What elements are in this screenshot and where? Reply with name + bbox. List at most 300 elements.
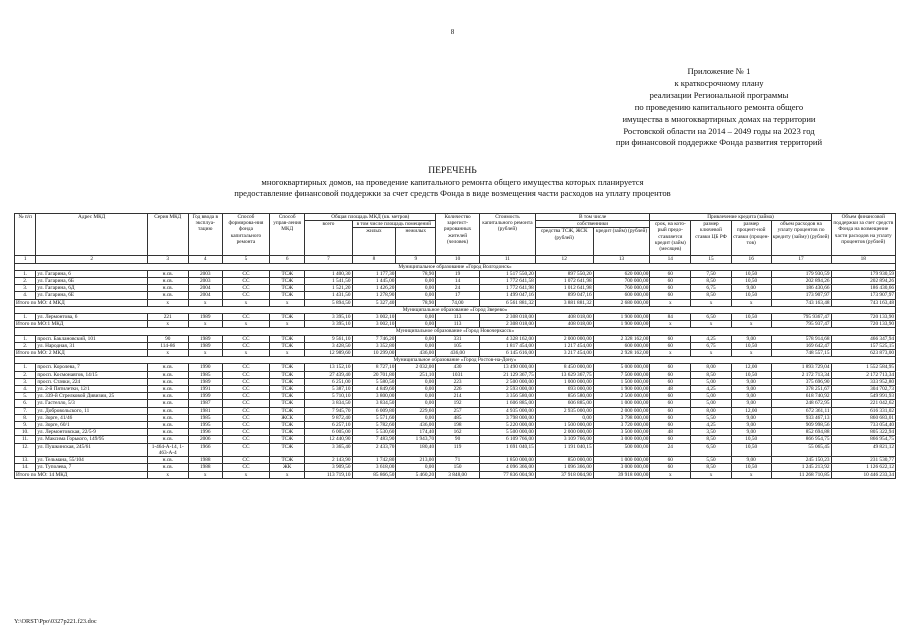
table-cell: 251,10: [396, 371, 436, 378]
table-cell: н.св.: [147, 278, 188, 285]
table-cell: ТСЖ: [270, 342, 305, 349]
table-cell: 9,00: [731, 414, 771, 421]
total-cell: 74,00: [436, 299, 480, 306]
index-cell: 10: [436, 256, 480, 263]
table-cell: 7 500 000,00: [593, 371, 650, 378]
total-cell: 436,00: [436, 350, 480, 357]
header-cell: срок, на кото-рый предо-ставляется кредит (займ) (месяцев): [650, 221, 691, 256]
table-cell: 1 521,20: [305, 285, 352, 292]
table-cell: 1988: [188, 457, 222, 464]
table-cell: 1.: [15, 364, 36, 371]
table-cell: 6.: [15, 400, 36, 407]
table-cell: 202 894,26: [831, 278, 895, 285]
table-cell: 157 525,15: [831, 342, 895, 349]
table-cell: 60: [650, 407, 691, 414]
table-cell: ТСЖ: [270, 429, 305, 436]
total-cell: 39 918 000,00: [593, 471, 650, 478]
index-cell: 17: [771, 256, 831, 263]
table-row: [15, 278, 896, 285]
table-cell: 5 571,60: [352, 414, 396, 421]
table-cell: 1 900 000,00: [593, 386, 650, 393]
table-cell: 3 798 000,00: [593, 414, 650, 421]
index-cell: 2: [36, 256, 147, 263]
municipality-row: [15, 357, 896, 364]
header-cell: размер процент-ной ставки (процен-тов): [731, 221, 771, 256]
table-cell: 48: [650, 429, 691, 436]
table-cell: 1 245 213,92: [771, 464, 831, 471]
table-cell: 720 133,90: [831, 314, 895, 321]
total-cell: х: [650, 350, 691, 357]
total-cell: х: [188, 321, 222, 328]
table-cell: 700 000,00: [593, 278, 650, 285]
table-cell: 1 900 000,00: [593, 314, 650, 321]
table-cell: 60: [650, 364, 691, 371]
table-cell: н.св.: [147, 270, 188, 277]
table-row: [15, 457, 896, 464]
table-cell: 4 935 000,00: [480, 407, 536, 414]
table-cell: СС: [222, 314, 269, 321]
table-cell: ТСЖ: [270, 270, 305, 277]
table-cell: 49 821,12: [831, 443, 895, 456]
table-cell: 1-464-А-14, 1-463-А-4: [147, 443, 188, 456]
table-cell: 60: [650, 393, 691, 400]
table-cell: 20 701,80: [352, 371, 396, 378]
table-cell: 186 430,66: [831, 285, 895, 292]
index-cell: 13: [593, 256, 650, 263]
index-cell: 11: [480, 256, 536, 263]
table-cell: ул. Гагарина, 6: [36, 270, 147, 277]
table-cell: 162: [436, 429, 480, 436]
table-cell: 1 278,90: [352, 292, 396, 299]
total-cell: 12 989,60: [305, 350, 352, 357]
table-cell: 1 500 000,00: [593, 378, 650, 385]
table-cell: 1989: [188, 335, 222, 342]
table-cell: ТСЖ: [270, 285, 305, 292]
table-cell: 1 499 047,16: [480, 292, 536, 299]
table-cell: 1991: [188, 386, 222, 393]
table-cell: 3 834,50: [352, 400, 396, 407]
table-cell: 5 500 000,00: [480, 429, 536, 436]
table-cell: 3 500 000,00: [593, 429, 650, 436]
table-row: [15, 393, 896, 400]
total-cell: х: [731, 350, 771, 357]
table-cell: ул. Тельмана, 55/104: [36, 457, 147, 464]
table-cell: 2 593 000,00: [480, 386, 536, 393]
total-cell: 37 918 004,90: [535, 471, 593, 478]
index-cell: 4: [188, 256, 222, 263]
table-cell: 90: [147, 335, 188, 342]
table-cell: 1 191 040,15: [535, 443, 593, 456]
table-cell: 1 000 000,00: [593, 400, 650, 407]
table-cell: 8,50: [691, 292, 732, 299]
table-cell: 12 440,90: [305, 436, 352, 443]
table-cell: 60: [650, 457, 691, 464]
table-cell: 1 096 366,00: [535, 464, 593, 471]
index-cell: 12: [535, 256, 593, 263]
table-cell: 1 445,00: [352, 278, 396, 285]
appendix-line: по проведению капитального ремонта общего: [634, 101, 804, 112]
table-cell: ул. Зорге, 60/1: [36, 422, 147, 429]
table-cell: 9,00: [731, 400, 771, 407]
table-cell: 1 517 550,20: [480, 270, 536, 277]
table-cell: 1 426,20: [352, 285, 396, 292]
table-cell: 606 885,00: [535, 400, 593, 407]
table-cell: 1 217 454,00: [535, 342, 593, 349]
table-cell: ул. Добровольского, 11: [36, 407, 147, 414]
table-cell: ул. Лермонтова, 6: [36, 314, 147, 321]
table-cell: 430: [436, 364, 480, 371]
table-cell: 10,50: [731, 371, 771, 378]
table-cell: 6,75: [691, 285, 732, 292]
table-cell: н.св.: [147, 457, 188, 464]
table-cell: 1 012 641,98: [535, 285, 593, 292]
table-cell: 8,50: [691, 464, 732, 471]
table-cell: 1981: [188, 407, 222, 414]
total-cell: 0,00: [396, 321, 436, 328]
table-cell: ул. Гагарина, 6Б: [36, 278, 147, 285]
table-cell: 10,50: [731, 270, 771, 277]
table-cell: 3 395,10: [305, 314, 352, 321]
table-cell: 5 580,50: [352, 378, 396, 385]
total-cell: 113: [436, 321, 480, 328]
header-cell: Количество зарегист-рированных жителей (человек): [436, 214, 480, 256]
table-cell: СС: [222, 422, 269, 429]
total-cell: х: [270, 299, 305, 306]
table-cell: н.св.: [147, 292, 188, 299]
total-cell: 3 881 881,32: [535, 299, 593, 306]
header-cell: средства ТСЖ, ЖСК (рублей): [535, 228, 593, 256]
table-cell: ул. Народная, 31: [36, 342, 147, 349]
total-cell: 3 395,10: [305, 321, 352, 328]
total-cell: х: [691, 471, 732, 478]
table-cell: 173 907,97: [771, 292, 831, 299]
table-cell: 226: [436, 386, 480, 393]
table-cell: 7,50: [691, 270, 732, 277]
table-cell: 105: [436, 342, 480, 349]
table-row: [15, 386, 896, 393]
header-cell: в том числе площадь помещений: [352, 221, 436, 228]
table-cell: 2 433,70: [352, 443, 396, 456]
header-cell: Способ формирова-ния фонда капитального ремонта: [222, 214, 269, 256]
table-cell: 4,25: [691, 335, 732, 342]
total-cell: х: [222, 350, 269, 357]
table-cell: 5,50: [691, 414, 732, 421]
table-cell: 8,00: [691, 407, 732, 414]
table-index-row: [15, 256, 896, 263]
table-cell: 60: [650, 422, 691, 429]
table-cell: 19: [436, 270, 480, 277]
table-cell: 60: [650, 378, 691, 385]
table-cell: 5,00: [691, 400, 732, 407]
table-cell: 1 742,80: [352, 457, 396, 464]
table-cell: 10,50: [731, 436, 771, 443]
table-cell: 9 561,10: [305, 335, 352, 342]
total-cell: 113 719,10: [305, 471, 352, 478]
table-cell: 616 331,02: [831, 407, 895, 414]
header-cell: всего: [305, 221, 352, 256]
table-cell: 223: [436, 378, 480, 385]
total-cell: х: [147, 299, 188, 306]
table-cell: 8,50: [691, 371, 732, 378]
table-cell: 13 629 367,75: [535, 371, 593, 378]
table-cell: 5 782,60: [352, 422, 396, 429]
table-cell: 13.: [15, 457, 36, 464]
total-row: [15, 471, 896, 478]
table-cell: 8 450 000,00: [535, 364, 593, 371]
table-cell: 13 490 000,00: [480, 364, 536, 371]
table-cell: 1.: [15, 270, 36, 277]
table-cell: 60: [650, 335, 691, 342]
table-cell: 10,50: [731, 443, 771, 456]
table-cell: 5,00: [691, 393, 732, 400]
table-cell: 6 009,80: [352, 407, 396, 414]
table-cell: 221: [147, 314, 188, 321]
table-cell: 408 018,00: [535, 314, 593, 321]
total-cell: х: [270, 321, 305, 328]
index-cell: 3: [147, 256, 188, 263]
table-cell: 179 930,59: [771, 270, 831, 277]
table-cell: 8 727,10: [352, 364, 396, 371]
table-cell: 1987: [188, 400, 222, 407]
table-cell: СС: [222, 414, 269, 421]
municipality-row: [15, 328, 896, 335]
table-cell: СС: [222, 407, 269, 414]
total-cell: 85 866,50: [352, 471, 396, 478]
table-cell: 60: [650, 400, 691, 407]
table-cell: 245 150,23: [771, 457, 831, 464]
index-cell: 6: [270, 256, 305, 263]
header-cell: объем расходов на уплату процентов по кредиту (займу) (рублей): [771, 221, 831, 256]
table-cell: 14: [436, 278, 480, 285]
municipality-name: Муниципальное образование «Город Волгодонск»: [15, 263, 896, 270]
table-cell: 12,00: [731, 407, 771, 414]
total-cell: х: [222, 299, 269, 306]
table-cell: 9 872,40: [305, 414, 352, 421]
table-cell: ул. Зорге, 41/46: [36, 414, 147, 421]
table-cell: н.св.: [147, 285, 188, 292]
table-cell: 0,00: [396, 393, 436, 400]
total-cell: 10 446 233,34: [831, 471, 895, 478]
table-cell: 852 694,88: [771, 429, 831, 436]
table-cell: СС: [222, 270, 269, 277]
table-cell: 1 126 622,12: [831, 464, 895, 471]
table-cell: 600 000,00: [593, 342, 650, 349]
table-cell: 1 431,50: [305, 292, 352, 299]
table-cell: 933 467,13: [771, 414, 831, 421]
total-cell: 748 557,15: [771, 350, 831, 357]
table-cell: 620 000,00: [593, 270, 650, 277]
table-cell: 5.: [15, 393, 36, 400]
table-cell: 248 672,95: [771, 400, 831, 407]
total-cell: х: [147, 350, 188, 357]
header-cell: Адрес МКД: [36, 214, 147, 256]
header-cell: жилых: [352, 228, 396, 256]
table-cell: 2.: [15, 278, 36, 285]
total-cell: 77 836 004,90: [480, 471, 536, 478]
table-cell: 3 798 000,00: [480, 414, 536, 421]
table-cell: 3,50: [691, 429, 732, 436]
table-cell: 180,40: [396, 443, 436, 456]
table-cell: СС: [222, 464, 269, 471]
table-cell: 9,00: [731, 378, 771, 385]
total-cell: х: [222, 471, 269, 478]
table-cell: 897 550,20: [535, 270, 593, 277]
total-cell: х: [650, 299, 691, 306]
table-cell: 202 894,26: [771, 278, 831, 285]
table-cell: ТСЖ: [270, 457, 305, 464]
table-cell: 2 000 000,00: [593, 407, 650, 414]
table-cell: 48: [650, 386, 691, 393]
table-cell: н.св.: [147, 429, 188, 436]
table-cell: 174,40: [396, 429, 436, 436]
table-cell: 6 005,00: [305, 429, 352, 436]
table-cell: 5 220 000,00: [480, 422, 536, 429]
table-cell: 192: [436, 400, 480, 407]
table-cell: 60: [650, 278, 691, 285]
table-cell: 7 483,90: [352, 436, 396, 443]
table-cell: 60: [650, 436, 691, 443]
total-cell: 10 299,00: [352, 350, 396, 357]
table-cell: 0,00: [535, 414, 593, 421]
table-cell: 9,00: [731, 335, 771, 342]
table-cell: ул. Гагарина, 6Д: [36, 285, 147, 292]
total-cell: х: [222, 321, 269, 328]
table-row: [15, 414, 896, 421]
total-cell: 6 561 881,32: [480, 299, 536, 306]
table-cell: 2 935 000,00: [535, 407, 593, 414]
total-cell: 3 217 454,00: [535, 350, 593, 357]
header-cell: размер ключевой ставки ЦБ РФ: [691, 221, 732, 256]
table-cell: 1 000 000,00: [593, 457, 650, 464]
table-cell: ТСЖ: [270, 378, 305, 385]
table-cell: 1 850 000,00: [480, 457, 536, 464]
index-cell: 14: [650, 256, 691, 263]
table-cell: 3 800,00: [352, 393, 396, 400]
table-cell: 672 361,11: [771, 407, 831, 414]
table-cell: 1 606 885,00: [480, 400, 536, 407]
table-cell: н.св.: [147, 378, 188, 385]
table-cell: 1989: [188, 378, 222, 385]
table-cell: СС: [222, 285, 269, 292]
total-cell: х: [691, 299, 732, 306]
table-cell: 10,50: [731, 342, 771, 349]
table-cell: ТСЖ: [270, 314, 305, 321]
table-cell: ул. 339-й Стрелковой Дивизии, 25: [36, 393, 147, 400]
table-cell: СС: [222, 386, 269, 393]
table-cell: 6 109 766,00: [480, 436, 536, 443]
total-cell: 795 937,47: [771, 321, 831, 328]
table-row: [15, 335, 896, 342]
table-cell: 1966: [188, 443, 222, 456]
table-cell: 549 991,93: [831, 393, 895, 400]
table-cell: н.св.: [147, 414, 188, 421]
table-cell: 231 530,77: [831, 457, 895, 464]
table-cell: ТСЖ: [270, 443, 305, 456]
table-cell: 9,00: [731, 386, 771, 393]
table-cell: ТСЖ: [270, 292, 305, 299]
table-cell: 60: [650, 371, 691, 378]
table-cell: 866 954,75: [771, 436, 831, 443]
total-label: Итого по МО: 14 МКД: [15, 471, 148, 478]
table-row: [15, 364, 896, 371]
table-cell: 1 817 454,00: [480, 342, 536, 349]
total-cell: х: [691, 350, 732, 357]
header-cell: нежилых: [396, 228, 436, 256]
table-cell: 1995: [188, 422, 222, 429]
total-cell: 11 268 710,85: [771, 471, 831, 478]
table-cell: 0,00: [396, 386, 436, 393]
table-cell: 8,50: [691, 436, 732, 443]
table-cell: н.св.: [147, 400, 188, 407]
total-cell: 743 163,48: [831, 299, 895, 306]
table-cell: 78,90: [396, 270, 436, 277]
total-cell: х: [147, 321, 188, 328]
table-cell: 2 172 713,34: [771, 371, 831, 378]
table-cell: 5 530,60: [352, 429, 396, 436]
table-row: [15, 292, 896, 299]
table-cell: 1985: [188, 414, 222, 421]
total-cell: х: [731, 299, 771, 306]
table-cell: 0,00: [396, 285, 436, 292]
table-cell: 12.: [15, 443, 36, 456]
table-cell: 0,00: [396, 400, 436, 407]
table-cell: 10.: [15, 429, 36, 436]
table-cell: 13 152,10: [305, 364, 352, 371]
table-cell: 3 356 580,00: [480, 393, 536, 400]
table-cell: 760 000,00: [593, 285, 650, 292]
table-cell: 114-86: [147, 342, 188, 349]
total-cell: х: [188, 299, 222, 306]
table-cell: 899 047,16: [535, 292, 593, 299]
table-cell: 0,00: [396, 414, 436, 421]
table-cell: 214: [436, 393, 480, 400]
total-cell: х: [650, 321, 691, 328]
table-cell: 1990: [188, 364, 222, 371]
table-cell: 3 352,80: [352, 342, 396, 349]
table-cell: ТСЖ: [270, 407, 305, 414]
table-cell: 10,50: [731, 292, 771, 299]
table-cell: 10,50: [731, 278, 771, 285]
file-path-footer: Y:\ORST\Ppo\0327p221.f23.doc: [14, 618, 97, 625]
table-cell: 3 365,40: [305, 443, 352, 456]
table-cell: 10,50: [731, 314, 771, 321]
header-cell: кредит (займ) (рублей): [593, 228, 650, 256]
table-header-row: [15, 214, 896, 221]
table-cell: 9,00: [731, 429, 771, 436]
table-cell: 1 893 729,04: [771, 364, 831, 371]
table-cell: СС: [222, 436, 269, 443]
document-title: ПЕРЕЧЕНЬ: [428, 165, 477, 176]
table-row: [15, 429, 896, 436]
table-cell: 3 109 766,00: [535, 436, 593, 443]
table-cell: ТСЖ: [270, 335, 305, 342]
table-cell: 60: [650, 414, 691, 421]
table-row: [15, 400, 896, 407]
table-cell: 850 000,00: [535, 457, 593, 464]
table-row: [15, 422, 896, 429]
table-cell: 5 710,10: [305, 393, 352, 400]
municipality-name: Муниципальное образование «Город Новочеркасск»: [15, 328, 896, 335]
table-cell: 578 914,68: [771, 335, 831, 342]
table-cell: СС: [222, 371, 269, 378]
index-cell: 9: [396, 256, 436, 263]
header-cell: собственники: [535, 221, 650, 228]
header-cell: Способ управ-ления МКД: [270, 214, 305, 256]
table-cell: н.св.: [147, 464, 188, 471]
table-cell: просп. Королева, 7: [36, 364, 147, 371]
table-cell: ТСЖ: [270, 278, 305, 285]
table-cell: 14.: [15, 464, 36, 471]
